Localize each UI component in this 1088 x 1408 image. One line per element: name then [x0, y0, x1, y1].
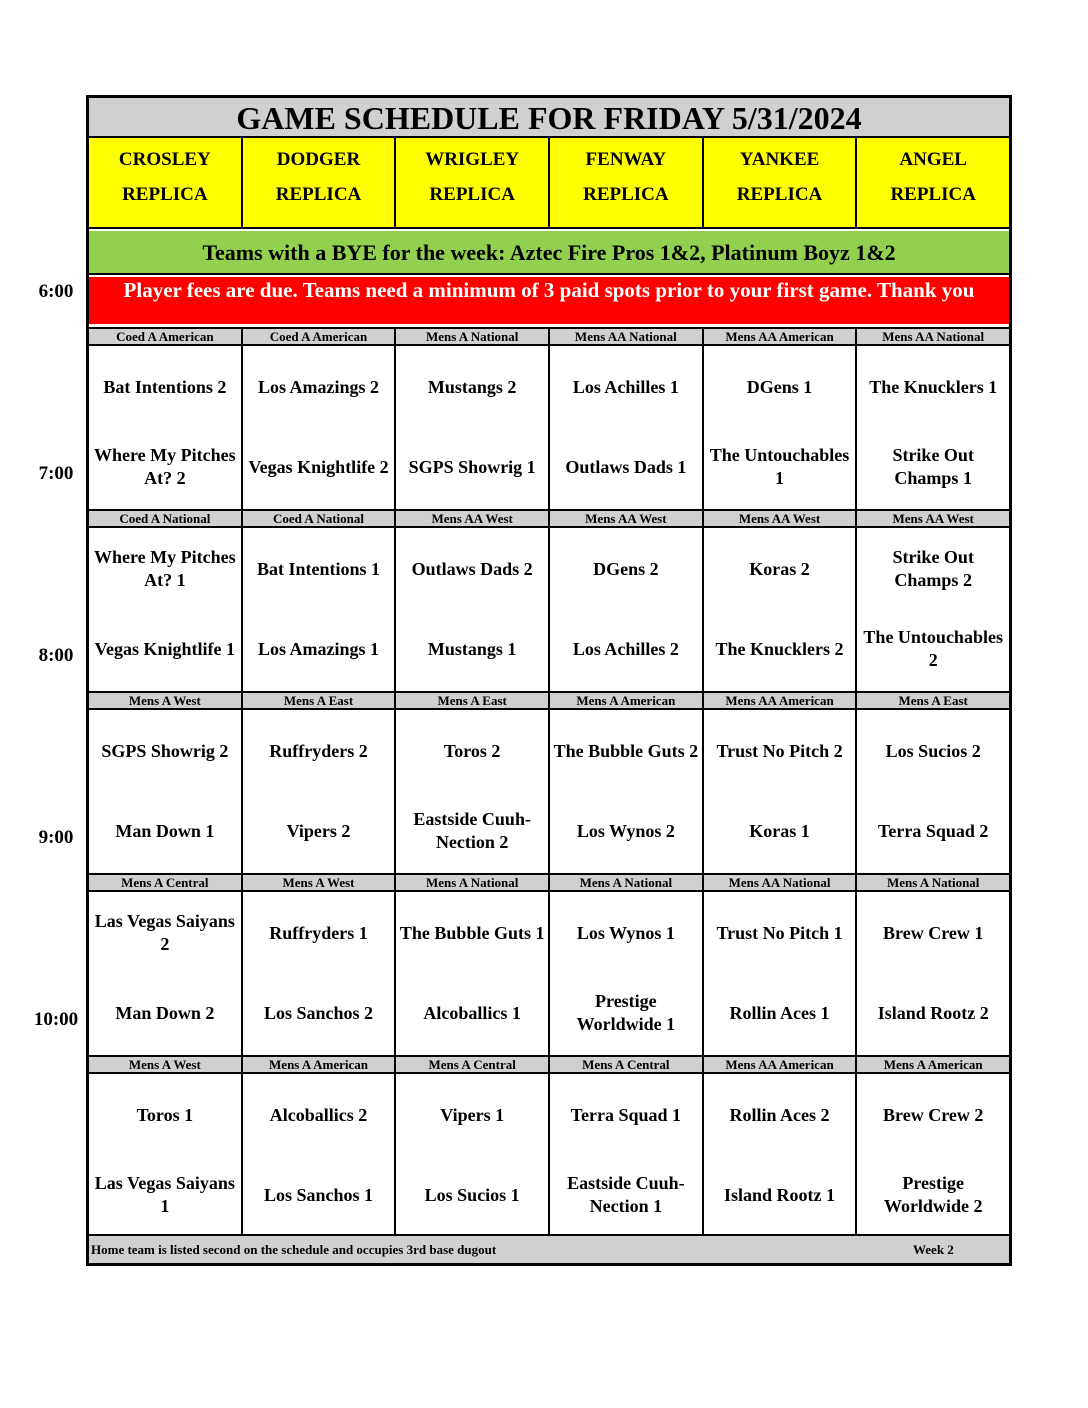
matchup-cell — [243, 346, 397, 509]
division-label: Mens A National — [550, 873, 704, 892]
visiting-team: Where My Pitches At? 1 — [94, 547, 236, 590]
time-slot-block — [89, 509, 1009, 691]
division-label: Coed A National — [243, 509, 397, 528]
field-name: DODGER — [276, 149, 361, 170]
division-label: Mens A National — [396, 327, 550, 346]
division-label: Mens AA American — [704, 691, 858, 710]
home-team: Where My Pitches At? 2 — [94, 445, 236, 488]
home-team: Man Down 2 — [115, 1002, 215, 1023]
field-sub: REPLICA — [275, 184, 362, 205]
matchup-cell — [550, 710, 704, 873]
time-label: 10:00 — [33, 1009, 79, 1030]
division-label: Mens A Central — [89, 873, 243, 892]
matchup-cell — [396, 346, 550, 509]
page-title: GAME SCHEDULE FOR FRIDAY 5/31/2024 — [89, 98, 1009, 138]
matchup-cell — [396, 528, 550, 691]
home-team: Los Sucios 1 — [424, 1184, 520, 1205]
field-sub: REPLICA — [736, 184, 823, 205]
matchup-cell — [89, 1074, 243, 1237]
visiting-team: Las Vegas Saiyans 2 — [94, 911, 235, 954]
division-label: Mens A West — [89, 691, 243, 710]
field-name: YANKEE — [739, 149, 820, 170]
matchup-row — [89, 1074, 1009, 1237]
time-label: 6:00 — [38, 281, 74, 302]
matchup-cell — [396, 710, 550, 873]
field-header-fenway — [550, 138, 704, 227]
division-row — [89, 691, 1009, 710]
visiting-team: Vipers 1 — [440, 1104, 505, 1125]
visiting-team: Koras 2 — [749, 558, 810, 579]
matchup-cell — [550, 892, 704, 1055]
matchup-cell — [857, 710, 1009, 873]
matchup-cell — [243, 892, 397, 1055]
home-team: Vegas Knightlife 2 — [248, 456, 389, 477]
home-team: Island Rootz 1 — [724, 1184, 836, 1205]
matchup-cell — [857, 892, 1009, 1055]
home-team: Vegas Knightlife 1 — [94, 638, 235, 659]
division-label: Mens AA National — [550, 327, 704, 346]
visiting-team: Ruffryders 1 — [269, 922, 368, 943]
division-row — [89, 873, 1009, 892]
division-label: Mens A East — [396, 691, 550, 710]
division-label: Mens A West — [89, 1055, 243, 1074]
division-label: Coed A National — [89, 509, 243, 528]
division-label: Mens A Central — [550, 1055, 704, 1074]
home-team: Los Wynos 2 — [576, 820, 675, 841]
matchup-cell — [243, 528, 397, 691]
division-label: Mens A National — [396, 873, 550, 892]
matchup-cell — [89, 710, 243, 873]
division-label: Mens A Central — [396, 1055, 550, 1074]
week-label: Week 2 — [913, 1242, 954, 1257]
matchup-cell — [704, 528, 858, 691]
matchup-row — [89, 710, 1009, 873]
field-header-wrigley — [396, 138, 550, 227]
field-header-row — [89, 138, 1009, 229]
matchup-cell — [857, 346, 1009, 509]
visiting-team: Trust No Pitch 1 — [716, 922, 843, 943]
division-label: Mens AA West — [857, 509, 1009, 528]
visiting-team: Outlaws Dads 2 — [411, 558, 533, 579]
matchup-cell — [396, 1074, 550, 1237]
home-team: Rollin Aces 1 — [729, 1002, 830, 1023]
field-name: ANGEL — [899, 149, 967, 170]
matchup-cell — [550, 346, 704, 509]
home-team: The Untouchables 2 — [863, 627, 1003, 670]
matchup-row — [89, 892, 1009, 1055]
matchup-cell — [396, 892, 550, 1055]
bye-banner: Teams with a BYE for the week: Aztec Fire Pros 1&2, Platinum Boyz 1&2 — [89, 231, 1009, 275]
visiting-team: The Bubble Guts 1 — [399, 922, 545, 943]
visiting-team: The Bubble Guts 2 — [553, 740, 699, 761]
visiting-team: Trust No Pitch 2 — [716, 740, 843, 761]
field-name: FENWAY — [585, 149, 667, 170]
home-team: Man Down 1 — [115, 820, 215, 841]
field-sub: REPLICA — [122, 184, 208, 205]
matchup-cell — [550, 528, 704, 691]
matchup-cell — [243, 710, 397, 873]
visiting-team: DGens 1 — [746, 376, 813, 397]
division-label: Mens AA West — [704, 509, 858, 528]
home-team: Prestige Worldwide 1 — [576, 991, 676, 1034]
footer — [89, 1234, 1009, 1263]
visiting-team: Los Wynos 1 — [576, 922, 675, 943]
visiting-team: Los Achilles 1 — [572, 376, 679, 397]
home-team: Alcoballics 1 — [423, 1002, 521, 1023]
matchup-cell — [704, 892, 858, 1055]
home-team: SGPS Showrig 1 — [408, 456, 536, 477]
division-label: Mens AA West — [396, 509, 550, 528]
home-team: Los Achilles 2 — [572, 638, 679, 659]
home-team: Eastside Cuuh-Nection 1 — [567, 1173, 685, 1216]
visiting-team: Terra Squad 1 — [570, 1104, 682, 1125]
home-team: Los Sanchos 2 — [263, 1002, 374, 1023]
home-team: Island Rootz 2 — [877, 1002, 989, 1023]
time-slot-block — [89, 327, 1009, 509]
matchup-cell — [704, 1074, 858, 1237]
home-team: Las Vegas Saiyans 1 — [94, 1173, 235, 1216]
division-label: Mens A East — [857, 691, 1009, 710]
division-label: Mens AA West — [550, 509, 704, 528]
visiting-team: DGens 2 — [593, 558, 659, 579]
field-header-crosley — [89, 138, 243, 227]
division-label: Mens AA American — [704, 1055, 858, 1074]
matchup-cell — [857, 1074, 1009, 1237]
division-label: Mens AA National — [704, 873, 858, 892]
home-team: Terra Squad 2 — [878, 820, 989, 841]
division-label: Mens AA National — [857, 327, 1009, 346]
division-label: Coed A American — [89, 327, 243, 346]
home-team: Los Amazings 1 — [257, 638, 380, 659]
division-label: Mens AA American — [704, 327, 858, 346]
time-label: 9:00 — [38, 827, 74, 848]
home-team: The Untouchables 1 — [709, 445, 850, 488]
visiting-team: The Knucklers 1 — [869, 376, 998, 397]
visiting-team: Strike Out Champs 2 — [892, 547, 974, 590]
visiting-team: Brew Crew 2 — [883, 1104, 984, 1125]
field-name: CROSLEY — [118, 149, 211, 170]
schedule-sheet — [86, 95, 1012, 1266]
footer-note: Home team is listed second on the schedule and occupies 3rd base dugout — [91, 1242, 497, 1257]
visiting-team: Los Sucios 2 — [885, 740, 981, 761]
matchup-cell — [704, 346, 858, 509]
field-sub: REPLICA — [583, 184, 669, 205]
visiting-team: Toros 2 — [443, 740, 501, 761]
home-team: Strike Out Champs 1 — [892, 445, 974, 488]
home-team: Prestige Worldwide 2 — [883, 1173, 983, 1216]
time-label: 7:00 — [38, 463, 74, 484]
matchup-cell — [89, 892, 243, 1055]
home-team: Vipers 2 — [286, 820, 351, 841]
division-label: Mens A American — [550, 691, 704, 710]
home-team: Eastside Cuuh-Nection 2 — [413, 809, 531, 852]
home-team: Outlaws Dads 1 — [565, 456, 687, 477]
division-label: Mens A American — [857, 1055, 1009, 1074]
visiting-team: Mustangs 2 — [427, 376, 517, 397]
visiting-team: Alcoballics 2 — [269, 1104, 368, 1125]
division-label: Mens A West — [243, 873, 397, 892]
home-team: Koras 1 — [749, 820, 810, 841]
field-name: WRIGLEY — [425, 149, 520, 170]
time-slot-block — [89, 691, 1009, 873]
home-team: The Knucklers 2 — [715, 638, 844, 659]
time-slot-block — [89, 873, 1009, 1055]
home-team: Los Sanchos 1 — [263, 1184, 374, 1205]
field-sub: REPLICA — [890, 184, 976, 205]
visiting-team: Rollin Aces 2 — [729, 1104, 830, 1125]
matchup-cell — [89, 346, 243, 509]
visiting-team: Los Amazings 2 — [257, 376, 380, 397]
visiting-team: Toros 1 — [136, 1104, 194, 1125]
field-header-dodger — [243, 138, 397, 227]
visiting-team: Ruffryders 2 — [269, 740, 368, 761]
matchup-cell — [550, 1074, 704, 1237]
division-label: Mens A American — [243, 1055, 397, 1074]
fees-banner: Player fees are due. Teams need a minimum of 3 paid spots prior to your first game. Thank you — [89, 277, 1009, 324]
division-label: Mens A East — [243, 691, 397, 710]
visiting-team: SGPS Showrig 2 — [101, 740, 229, 761]
division-row — [89, 327, 1009, 346]
home-team: Mustangs 1 — [427, 638, 517, 659]
time-label: 8:00 — [38, 645, 74, 666]
time-slot-block — [89, 1055, 1009, 1237]
division-row — [89, 509, 1009, 528]
matchup-row — [89, 528, 1009, 691]
matchup-cell — [704, 710, 858, 873]
field-sub: REPLICA — [429, 184, 515, 205]
matchup-cell — [243, 1074, 397, 1237]
field-header-angel — [857, 138, 1009, 227]
division-row — [89, 1055, 1009, 1074]
visiting-team: Brew Crew 1 — [883, 922, 984, 943]
visiting-team: Bat Intentions 2 — [103, 376, 227, 397]
matchup-cell — [89, 528, 243, 691]
division-label: Coed A American — [243, 327, 397, 346]
matchup-row — [89, 346, 1009, 509]
division-label: Mens A National — [857, 873, 1009, 892]
matchup-cell — [857, 528, 1009, 691]
visiting-team: Bat Intentions 1 — [256, 558, 381, 579]
field-header-yankee — [704, 138, 858, 227]
